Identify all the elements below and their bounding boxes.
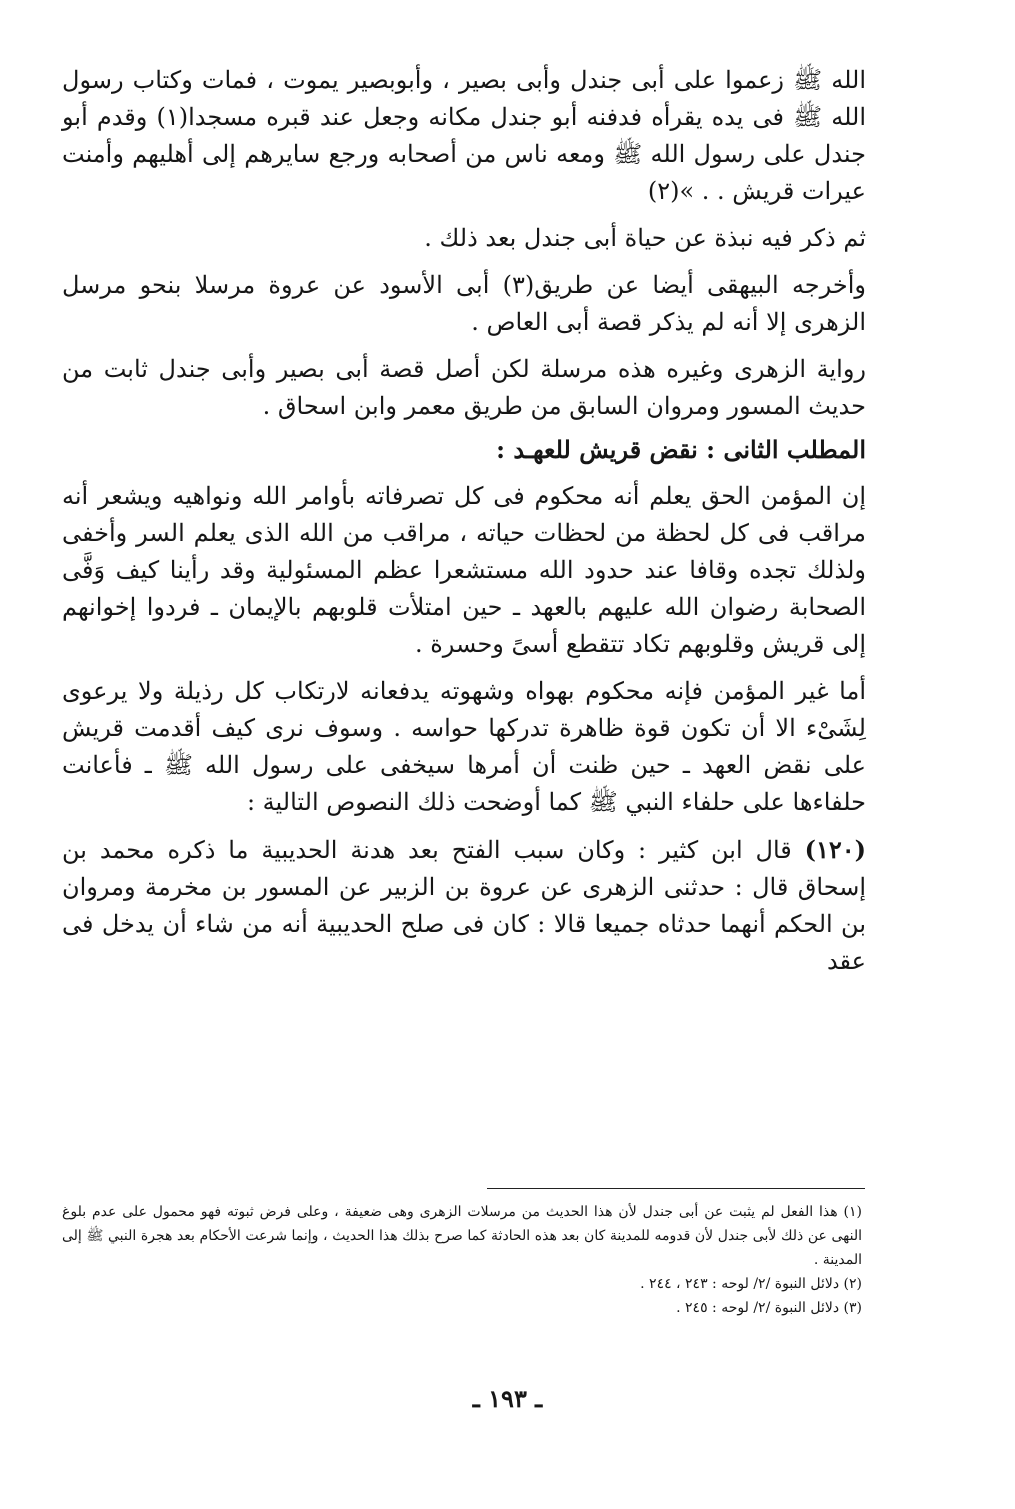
paragraph-zuhri-mursal: رواية الزهرى وغيره هذه مرسلة لكن أصل قصة أبى بصير وأبى جندل ثابت من حديث المسور ومروان السابق من طريق معمر وابن اسحاق .: [62, 355, 866, 420]
hadith-text: قال ابن كثير : وكان سبب الفتح بعد هدنة الحديبية ما ذكره محمد بن إسحاق قال : حدثنى الزهرى عن عروة بن الزبير عن المسور بن مخرمة ومروان بن الحكم أنهما حدثاه جميعا قالا : كان فى صلح الحديبية أنه من شاء أن يدخل فى عقد: [62, 836, 867, 975]
footnote-1: (١) هذا الفعل لم يثبت عن أبى جندل لأن هذا الحديث من مرسلات الزهرى وهى ضعيفة ، وعلى فرض ثبوته فهو محمول على عدم بلوغ النهى عن ذلك لأبى جندل لأن قدومه للمدينة كان بعد هذه الحادثة كما صرح بذلك هذا الحديث ، وإنما شرعت الأحكام بعد هجرة النبي ﷺ إلى المدينة .: [62, 1204, 862, 1268]
paragraph-hadith-120: [62, 831, 866, 980]
footnotes: [62, 1200, 862, 1320]
paragraph-believer: إن المؤمن الحق يعلم أنه محكوم فى كل تصرفاته بأوامر الله ونواهيه ويشعر أنه مراقب فى كل لحظة من لحظات حياته ، مراقب من الله الذى يعلم السر وأخفى ولذلك تجده وقافا عند حدود الله مستشعرا عظم المسئولية وقد رأينا كيف وَفَّى الصحابة رضوان الله عليهم بالعهد ـ حين امتلأت قلوبهم بالإيمان ـ فردوا إخوانهم إلى قريش وقلوبهم تكاد تتقطع أسىً وحسرة .: [62, 482, 866, 658]
section-heading-main: المطلب الثانى: [723, 435, 866, 464]
footnote-2: (٢) دلائل النبوة /٢/ لوحه : ٢٤٣ ، ٢٤٤ .: [640, 1276, 862, 1292]
paragraph-bayhaqi: وأخرجه البيهقى أيضا عن طريق(٣) أبى الأسود عن عروة مرسلا بنحو مرسل الزهرى إلا أنه لم يذكر قصة أبى العاص .: [62, 271, 866, 336]
footnote-divider: [487, 1188, 865, 1189]
page-number: ـ ١٩٣ ـ: [472, 1384, 543, 1413]
section-heading-sub: : نقض قريش للعهـد :: [496, 435, 715, 464]
hadith-number: (١٢٠): [804, 835, 866, 864]
paragraph-abu-jandal-life: ثم ذكر فيه نبذة عن حياة أبى جندل بعد ذلك .: [424, 224, 866, 252]
section-heading: [62, 431, 866, 468]
footnote-3: (٣) دلائل النبوة /٢/ لوحه : ٢٤٥ .: [676, 1300, 862, 1316]
paragraph-non-believer: أما غير المؤمن فإنه محكوم بهواه وشهوته يدفعانه لارتكاب كل رذيلة ولا يرعوى لِشَىْء الا أن تكون قوة ظاهرة تدركها حواسه . وسوف نرى كيف أقدمت قريش على نقض العهد ـ حين ظنت أن أمرها سيخفى على رسول الله ﷺ ـ فأعانت حلفاءها على حلفاء النبي ﷺ كما أوضحت ذلك النصوص التالية :: [62, 677, 866, 816]
paragraph-abu-basir: الله ﷺ زعموا على أبى جندل وأبى بصير ، وأبوبصير يموت ، فمات وكتاب رسول الله ﷺ فى يده يقرأه فدفنه أبو جندل مكانه وجعل عند قبره مسجدا(١) وقدم أبو جندل على رسول الله ﷺ ومعه ناس من أصحابه ورجع سايرهم إلى أهليهم وأمنت عيرات قريش . . »(٢): [62, 66, 867, 205]
page-body: [62, 62, 866, 980]
